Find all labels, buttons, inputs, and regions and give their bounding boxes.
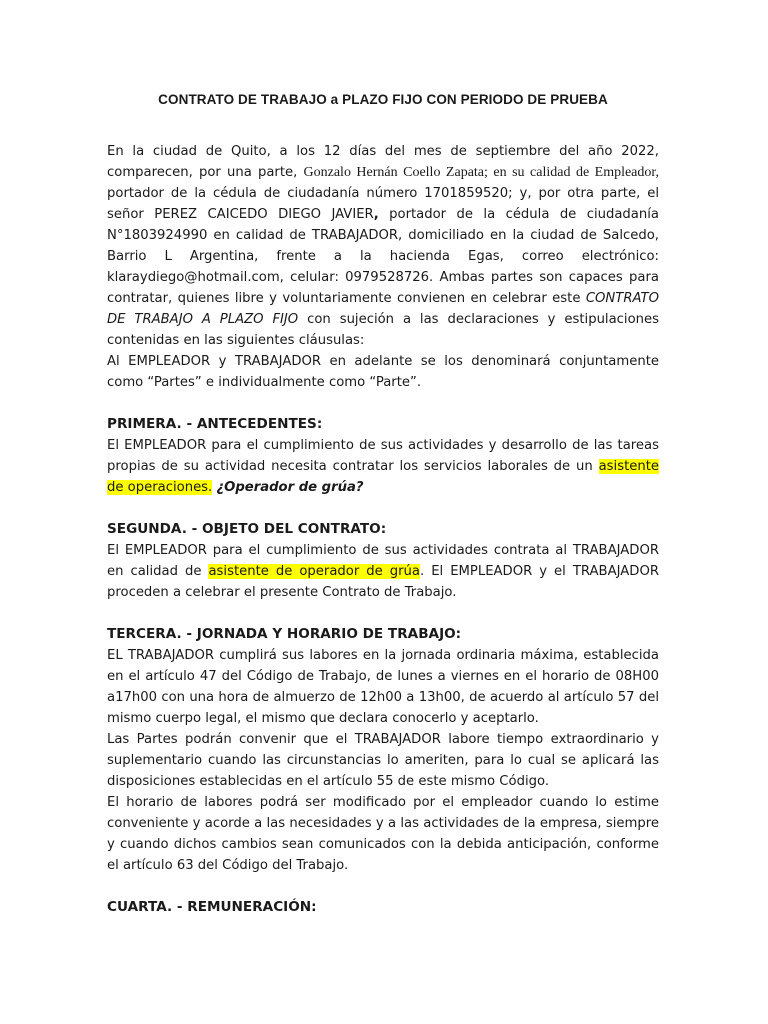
intro-text-d: con sujeción a las declaraciones y estipulaciones contenidas en las siguientes cláusulas: (107, 312, 659, 348)
clause-tercera-p3: El horario de labores podrá ser modificado por el empleador cuando lo estime conveniente y acorde a las necesidades y a las actividades de la empresa, siempre y cuando dichos cambios sean comunicados con la debida anticipación, conforme el artículo 63 del Código del Trabajo. (107, 795, 659, 873)
intro-bold-comma: , (373, 207, 379, 222)
parties-paragraph: Al EMPLEADOR y TRABAJADOR en adelante se los denominará conjuntamente como “Partes” e individualmente como “Parte”. (107, 354, 659, 390)
clause-primera-text (107, 435, 659, 498)
primera-highlight: asistente de operaciones. (107, 459, 659, 495)
primera-question: ¿Operador de grúa? (216, 480, 364, 495)
intro-text-c: portador de la cédula de ciudadanía N°1803924990 en calidad de TRABAJADOR, domiciliado en la ciudad de Salcedo, Barrio L Argentina, frente a la hacienda Egas, correo electrónico: klaraydiego@hotmail.com, celular: 0979528726. Ambas partes son capaces para contratar, quienes libre y voluntariamente convienen en celebrar este (107, 207, 659, 306)
clause-primera-heading: PRIMERA. - ANTECEDENTES: (107, 416, 323, 432)
spacer (107, 393, 659, 414)
clause-segunda-heading: SEGUNDA. - OBJETO DEL CONTRATO: (107, 521, 387, 537)
clause-segunda-text (107, 540, 659, 603)
document-page (107, 92, 659, 918)
segunda-text-a: El EMPLEADOR para el cumplimiento de sus actividades contrata al TRABAJADOR en calidad de (107, 543, 659, 579)
contract-name-italic: CONTRATO DE TRABAJO A PLAZO FIJO (107, 291, 659, 327)
clause-tercera-heading: TERCERA. - JORNADA Y HORARIO DE TRABAJO: (107, 626, 462, 642)
clause-cuarta-heading: CUARTA. - REMUNERACIÓN: (107, 899, 317, 915)
segunda-highlight: asistente de operador de grúa (208, 564, 420, 579)
spacer (107, 498, 659, 519)
employer-name: Gonzalo Hernán Coello Zapata; en su calidad de Empleador, (303, 165, 660, 180)
clause-tercera-p2: Las Partes podrán convenir que el TRABAJADOR labore tiempo extraordinario y suplementario cuando las circunstancias lo ameriten, para lo cual se aplicará las disposiciones establecidas en el artículo 55 de este mismo Código. (107, 732, 659, 789)
primera-text-a: El EMPLEADOR para el cumplimiento de sus actividades y desarrollo de las tareas propias de su actividad necesita contratar los servicios laborales de un (107, 438, 659, 474)
spacer (107, 603, 659, 624)
intro-paragraph (107, 141, 659, 351)
intro-text-a: En la ciudad de Quito, a los 12 días del mes de septiembre del año 2022, comparecen, por una parte, (107, 144, 659, 180)
clause-tercera-p1: EL TRABAJADOR cumplirá sus labores en la jornada ordinaria máxima, establecida en el artículo 47 del Código de Trabajo, de lunes a viernes en el horario de 08H00 a17h00 con una hora de almuerzo de 12h00 a 13h00, de acuerdo al artículo 57 del mismo cuerpo legal, el mismo que declara conocerlo y aceptarlo. (107, 648, 659, 726)
intro-text-b: portador de la cédula de ciudadanía número 1701859520; y, por otra parte, el señor PEREZ CAICEDO DIEGO JAVIER (107, 186, 659, 222)
segunda-text-b: . El EMPLEADOR y el TRABAJADOR proceden a celebrar el presente Contrato de Trabajo. (107, 564, 659, 600)
document-title: CONTRATO DE TRABAJO a PLAZO FIJO CON PERIODO DE PRUEBA (158, 92, 608, 107)
spacer (107, 876, 659, 897)
